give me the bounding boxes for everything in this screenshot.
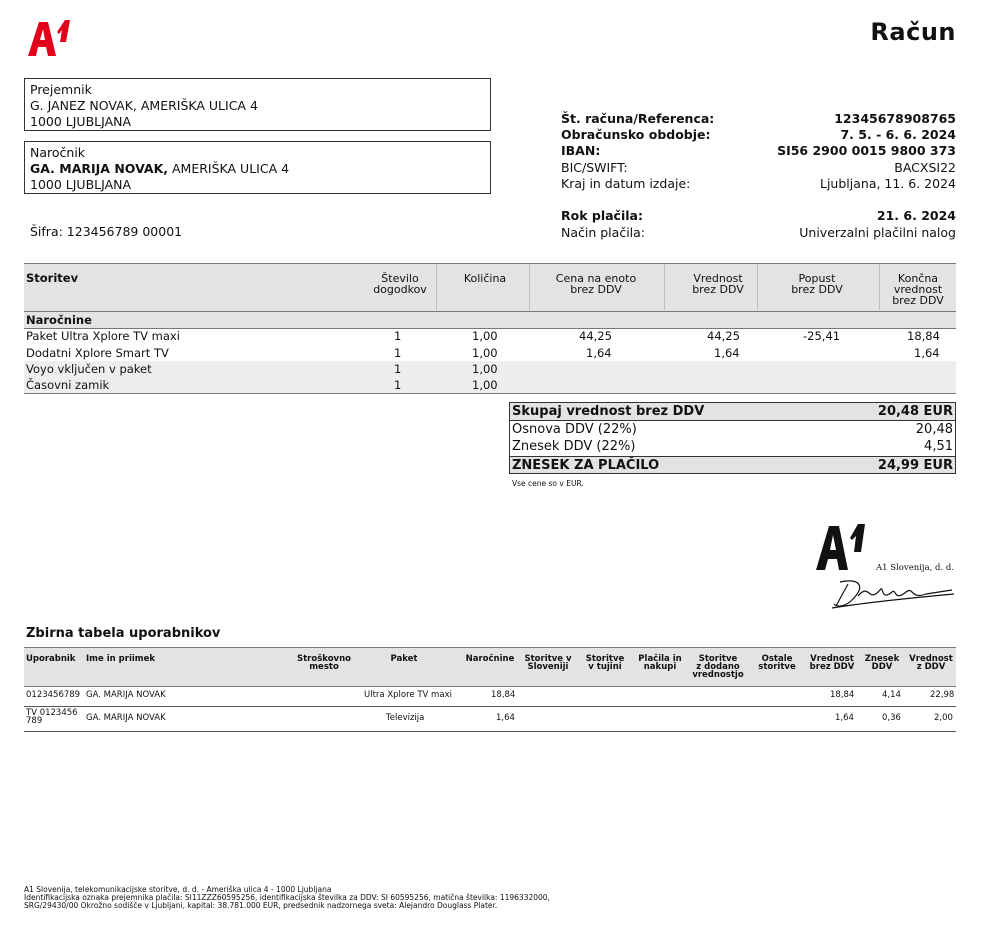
a1-logo-icon bbox=[814, 520, 870, 572]
users-table-title: Zbirna tabela uporabnikov bbox=[26, 626, 221, 641]
table-row: Voyo vključen v paket 1 1,00 bbox=[24, 361, 956, 377]
currency-note: Vse cene so v EUR. bbox=[512, 479, 584, 488]
subscriber-box bbox=[24, 141, 491, 194]
payment-due-row: Rok plačila: 21. 6. 2024 bbox=[561, 208, 956, 223]
info-row: Kraj in datum izdaje: Ljubljana, 11. 6. 2024 bbox=[561, 176, 956, 191]
total-payable-row: ZNESEK ZA PLAČILO 24,99 EUR bbox=[509, 456, 956, 474]
info-row: BIC/SWIFT: BACXSI22 bbox=[561, 160, 956, 175]
section-subscriptions: Naročnine bbox=[24, 312, 956, 329]
col-unit-price: Cena na enoto brez DDV bbox=[555, 272, 637, 296]
customer-code: Šifra: 123456789 00001 bbox=[30, 224, 183, 239]
recipient-line1: G. JANEZ NOVAK, AMERIŠKA ULICA 4 bbox=[30, 98, 258, 113]
subscriber-line2: 1000 LJUBLJANA bbox=[30, 177, 132, 192]
recipient-box bbox=[24, 78, 491, 131]
info-row: Obračunsko obdobje: 7. 5. - 6. 6. 2024 bbox=[561, 127, 956, 142]
table-row: Paket Ultra Xplore TV maxi 1 1,00 44,25 44,25 -25,41 18,84 bbox=[26, 329, 940, 343]
col-service: Storitev bbox=[26, 271, 79, 285]
footer-legal: A1 Slovenija, telekomunikacijske storitve, d. d. - Ameriška ulica 4 - 1000 Ljubljana Identifikacijska oznaka prejemnika plačila: SI11ZZZ60595256, identifikacijska številka za DDV: SI 60595256, matična številka: 1196332000, SRG/29430/00 Okrožno sodišče v Ljubljani, kapital: 38.781.000 EUR, predsednik nadzornega sveta: Alejandro Douglass Plater. bbox=[24, 885, 550, 910]
info-row: Št. računa/Referenca: 12345678908765 bbox=[561, 111, 956, 126]
col-events: Število dogodkov bbox=[373, 272, 427, 296]
vat-amount-row: Znesek DDV (22%) 4,51 bbox=[512, 439, 953, 454]
signature-icon bbox=[830, 576, 956, 610]
subscriber-heading: Naročnik bbox=[30, 145, 86, 160]
table-row: Dodatni Xplore Smart TV 1 1,00 1,64 1,64 1,64 bbox=[26, 346, 940, 360]
col-final: Končna vrednost brez DDV bbox=[892, 272, 944, 307]
recipient-line2: 1000 LJUBLJANA bbox=[30, 114, 132, 129]
recipient-heading: Prejemnik bbox=[30, 82, 92, 97]
users-table-header: Uporabnik Ime in priimek Stroškovno mesto Paket Naročnine Storitve v Sloveniji Storitve v tujini Plačila in nakupi Storitve z dodano vrednostjo Ostale storitve Vrednost brez DDV Znesek DDV Vrednost z DDV bbox=[24, 647, 956, 687]
col-quantity: Količina bbox=[463, 272, 507, 285]
services-table-header bbox=[24, 263, 956, 312]
col-discount: Popust brez DDV bbox=[791, 272, 843, 296]
table-row: TV 0123456 789 GA. MARIJA NOVAK Televizija 1,64 1,64 0,36 2,00 bbox=[24, 707, 956, 732]
subscriber-name: GA. MARIJA NOVAK, bbox=[30, 161, 169, 176]
vat-base-row: Osnova DDV (22%) 20,48 bbox=[512, 422, 953, 437]
col-value: Vrednost brez DDV bbox=[692, 272, 744, 296]
company-signature-name: A1 Slovenija, d. d. bbox=[876, 563, 955, 573]
total-net-row: Skupaj vrednost brez DDV 20,48 EUR bbox=[509, 403, 956, 421]
a1-logo-icon bbox=[26, 18, 71, 58]
document-title: Račun bbox=[870, 18, 956, 46]
table-row: 0123456789 GA. MARIJA NOVAK Ultra Xplore TV maxi 18,84 18,84 4,14 22,98 bbox=[24, 686, 956, 707]
table-row: Časovni zamik 1 1,00 bbox=[24, 377, 956, 393]
info-row: IBAN: SI56 2900 0015 9800 373 bbox=[561, 143, 956, 158]
subscriber-address: AMERIŠKA ULICA 4 bbox=[168, 161, 290, 176]
payment-method-row: Način plačila: Univerzalni plačilni nalog bbox=[561, 225, 956, 240]
